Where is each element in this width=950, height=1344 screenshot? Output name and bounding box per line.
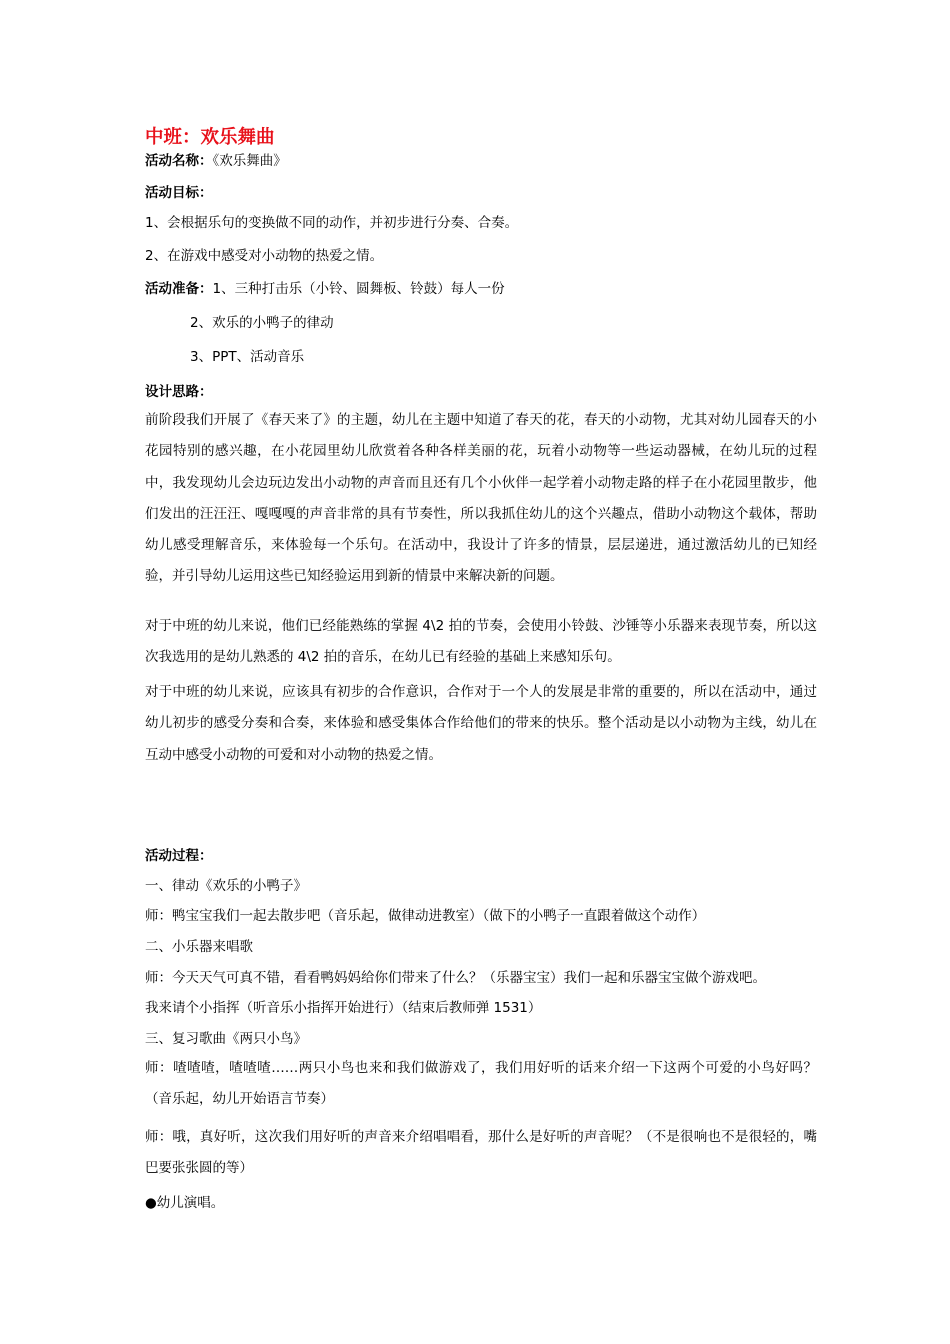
- step-3-paragraph-1: 师：喳喳喳，喳喳喳……两只小鸟也来和我们做游戏了，我们用好听的话来介绍一下这两个可爱的小鸟好吗？（音乐起，幼儿开始语言节奏）: [145, 1060, 817, 1108]
- activity-name-label: 活动名称：: [145, 153, 213, 169]
- goal-item-2: 2、在游戏中感受对小动物的热爱之情。: [145, 248, 384, 264]
- step-3-last-line: ●幼儿演唱。: [145, 1195, 225, 1211]
- step-2-title: 二、小乐器来唱歌: [145, 939, 253, 955]
- process-label: 活动过程：: [145, 848, 213, 864]
- preparation-item-3: 3、PPT、活动音乐: [190, 349, 305, 365]
- preparation-item-1: 1、三种打击乐（小铃、圆舞板、铃鼓）每人一份: [212, 281, 505, 297]
- step-3-paragraph-2: 师：哦，真好听，这次我们用好听的声音来介绍唱唱看，那什么是好听的声音呢？（不是很响也不是很轻的，嘴巴要张张圆的等）: [145, 1129, 817, 1177]
- goal-item-1: 1、会根据乐句的变换做不同的动作，并初步进行分奏、合奏。: [145, 215, 519, 231]
- activity-name-row: [145, 151, 287, 171]
- design-label: 设计思路：: [145, 384, 213, 400]
- design-paragraph-1: 前阶段我们开展了《春天来了》的主题，幼儿在主题中知道了春天的花，春天的小动物，尤其对幼儿园春天的小花园特别的感兴趣，在小花园里幼儿欣赏着各种各样美丽的花，玩着小动物等一些运动器械，在幼儿玩的过程中，我发现幼儿会边玩边发出小动物的声音而且还有几个小伙伴一起学着小动物走路的样子在小花园里散步，他们发出的汪汪汪、嘎嘎嘎的声音非常的具有节奏性，所以我抓住幼儿的这个兴趣点，借助小动物这个载体，帮助幼儿感受理解音乐，来体验每一个乐句。在活动中，我设计了许多的情景，层层递进，通过激活幼儿的已知经验，并引导幼儿运用这些已知经验运用到新的情景中来解决新的问题。: [145, 412, 817, 585]
- activity-name-value: 《欢乐舞曲》: [212, 153, 287, 169]
- preparation-label: 活动准备：: [145, 281, 213, 297]
- step-1-title: 一、律动《欢乐的小鸭子》: [145, 878, 307, 894]
- preparation-row: [145, 279, 505, 299]
- document-title: 中班：欢乐舞曲: [145, 127, 275, 148]
- design-paragraph-3: 对于中班的幼儿来说，应该具有初步的合作意识，合作对于一个人的发展是非常的重要的，所以在活动中，通过幼儿初步的感受分奏和合奏，来体验和感受集体合作给他们的带来的快乐。整个活动是以小动物为主线，幼儿在互动中感受小动物的可爱和对小动物的热爱之情。: [145, 684, 817, 763]
- goals-label: 活动目标：: [145, 185, 213, 201]
- step-2-line-1: 师：今天天气可真不错，看看鸭妈妈给你们带来了什么？（乐器宝宝）我们一起和乐器宝宝做个游戏吧。: [145, 970, 766, 986]
- step-1-line: 师：鸭宝宝我们一起去散步吧（音乐起，做律动进教室）（做下的小鸭子一直跟着做这个动作）: [145, 908, 706, 924]
- step-2-line-2: 我来请个小指挥（听音乐小指挥开始进行）（结束后教师弹 1531）: [145, 1000, 542, 1016]
- step-3-title: 三、复习歌曲《两只小鸟》: [145, 1031, 307, 1047]
- preparation-item-2: 2、欢乐的小鸭子的律动: [190, 315, 334, 331]
- design-paragraph-2: 对于中班的幼儿来说，他们已经能熟练的掌握 4\2 拍的节奏，会使用小铃鼓、沙锤等小乐器来表现节奏，所以这次我选用的是幼儿熟悉的 4\2 拍的音乐，在幼儿已有经验的基础上来感知乐句。: [145, 618, 817, 666]
